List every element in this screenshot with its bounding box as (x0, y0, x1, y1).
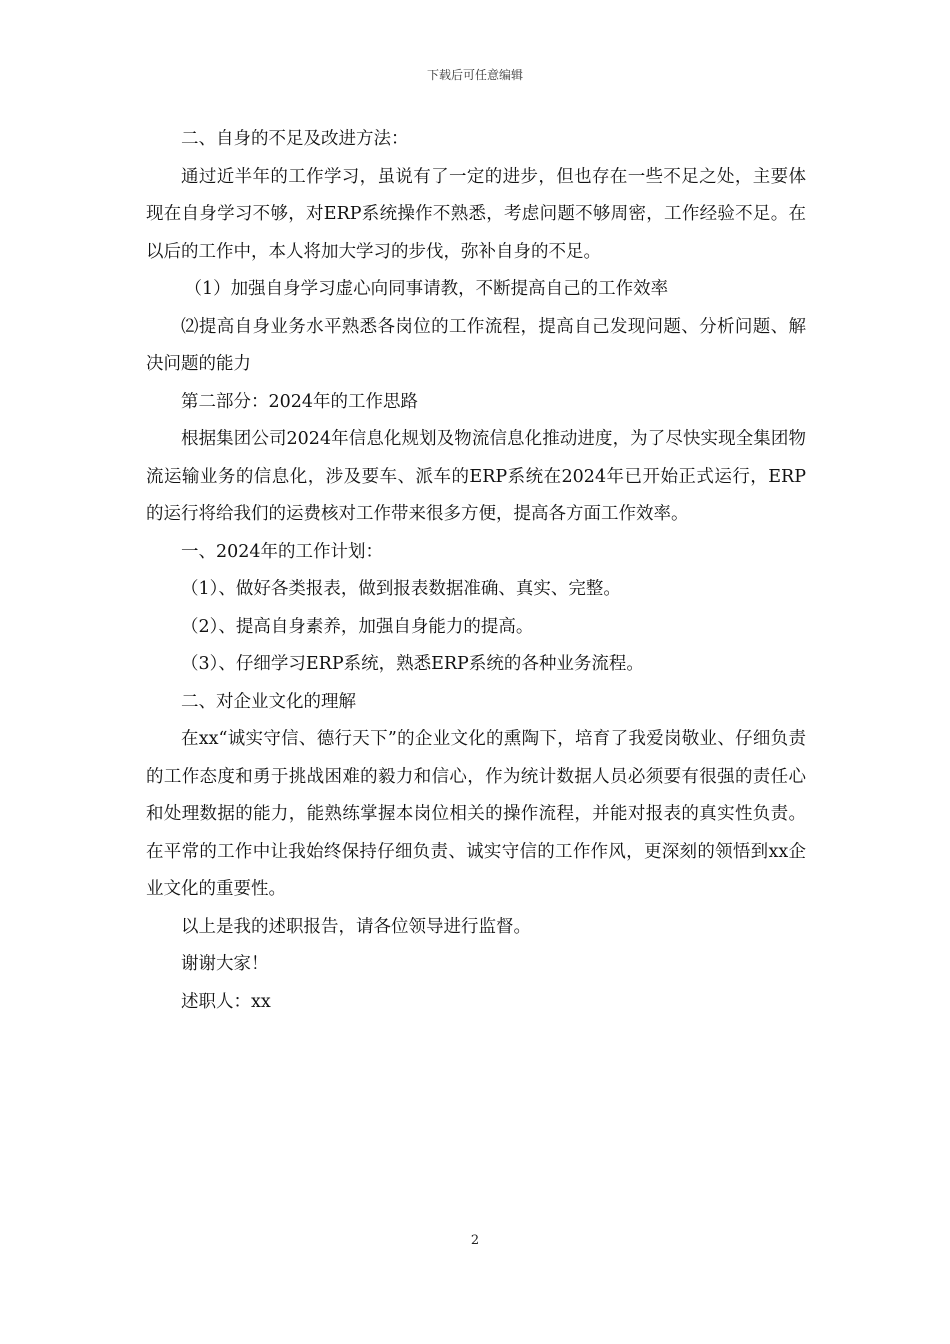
list-item-plan-3: （3）、仔细学习ERP系统，熟悉ERP系统的各种业务流程。 (181, 654, 644, 674)
section-heading-culture: 二、对企业文化的理解 (181, 691, 356, 712)
closing-statement: 以上是我的述职报告，请各位领导进行监督。 (181, 916, 531, 937)
section-heading-work-plan: 一、2024年的工作计划： (181, 541, 384, 562)
page-header: 下载后可任意编辑 (426, 68, 523, 82)
page-number: 2 (470, 1233, 480, 1248)
list-item-plan-1: （1）、做好各类报表，做到报表数据准确、真实、完整。 (181, 579, 621, 599)
paragraph-culture-detail: 在xx“诚实守信、德行天下”的企业文化的熏陶下，培育了我爱岗敬业、仔细负责的工作态度和勇于挑战困难的毅力和信心，作为统计数据人员必须要有很强的责任心和处理数据的能力，能熟练掌握本岗位相关的操作流程，并能对报表的真实性负责。在平常的工作中让我始终保持仔细负责、诚实守信的工作作风，更深刻的领悟到xx企业文化的重要性。 (146, 729, 806, 899)
document-body (146, 121, 806, 1021)
signature-line: 述职人：xx (181, 991, 271, 1012)
list-item-plan-2: （2）、提高自身素养，加强自身能力的提高。 (181, 616, 534, 637)
thanks-line: 谢谢大家！ (181, 954, 269, 974)
list-item-improvement-2: ⑵提高自身业务水平熟悉各岗位的工作流程，提高自己发现问题、分析问题、解决问题的能力 (146, 316, 806, 374)
list-item-improvement-1: （1）加强自身学习虚心向同事请教，不断提高自己的工作效率 (184, 279, 669, 299)
paragraph-shortcomings-detail: 通过近半年的工作学习，虽说有了一定的进步，但也存在一些不足之处，主要体现在自身学习不够，对ERP系统操作不熟悉，考虑问题不够周密，工作经验不足。在以后的工作中，本人将加大学习的步伐，弥补自身的不足。 (146, 166, 806, 262)
section-heading-part-two: 第二部分：2024年的工作思路 (181, 391, 419, 412)
section-heading-shortcomings: 二、自身的不足及改进方法： (181, 129, 409, 149)
paragraph-erp-plan: 根据集团公司2024年信息化规划及物流信息化推动进度，为了尽快实现全集团物流运输业务的信息化，涉及要车、派车的ERP系统在2024年已开始正式运行，ERP的运行将给我们的运费核对工作带来很多方便，提高各方面工作效率。 (146, 429, 806, 524)
